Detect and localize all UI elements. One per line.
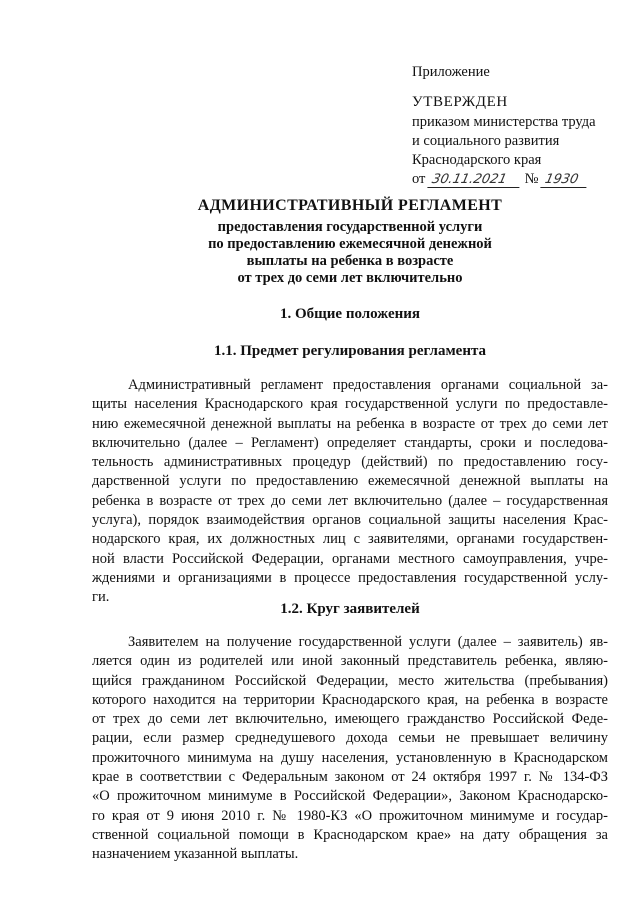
document-subtitle [60,219,640,287]
subtitle-line: выплаты на ребенка в возрасте [246,253,454,269]
paragraph-line: ляется один из родителей или иной законный представитель ребенка, являю- [92,653,608,670]
paragraph-line: включительно (далее – Регламент) определяет стандарты, сроки и последова- [92,434,608,451]
document-title: АДМИНИСТРАТИВНЫЙ РЕГЛАМЕНТ [197,197,503,214]
paragraph-line: которого находится на территории Краснодарского края, на ребенка в возрасте [92,691,608,708]
handwritten-date: 30.11.2021 [427,172,522,188]
paragraph-line: Заявителем на получение государственной услуги (далее – заявитель) яв- [128,634,608,650]
appendix-label: Приложение [412,64,490,80]
number-prefix: № [524,171,539,187]
paragraph-subject [92,376,608,608]
paragraph-line: ребенка в возрасте от трех до семи лет включительно (далее – государственная [92,492,608,509]
paragraph-line: щийся гражданином Российской Федерации, место жительства (пребывания) [92,672,608,689]
approval-line: Краснодарского края [412,152,542,168]
approved-label: УТВЕРЖДЕН [412,94,508,110]
date-prefix: от [412,171,426,187]
paragraph-line: дарственной услуги по предоставлению ежемесячной денежной выплаты на [92,473,608,490]
paragraph-line: «О прожиточном минимуме в Российской Федерации», Законом Краснодарско- [92,788,608,805]
paragraph-line: услуга), порядок взаимодействия органов социальной защиты населения Крас- [92,512,608,529]
paragraph-line: нодарского края, их должностных лиц с заявителями, органами государствен- [92,531,608,548]
paragraph-line: от трех до семи лет включительно, имеющего гражданство Российской Феде- [92,711,608,728]
paragraph-line: прожиточного минимума на душу населения, установленную в Краснодарском [92,749,608,766]
paragraph-line: ждениями и организациями в процессе предоставления государственной услу- [92,569,608,586]
paragraph-line: го края от 9 июня 2010 г. № 1980-КЗ «О прожиточном минимуме и государ- [92,807,608,824]
approval-line: и социального развития [412,133,560,149]
subsection-heading: 1.2. Круг заявителей [280,601,420,617]
handwritten-number: 1930 [540,172,589,188]
paragraph-line: ственной социальной помощи в Краснодарском крае» на дату обращения за [92,826,608,843]
subtitle-line: по предоставлению ежемесячной денежной [208,236,492,252]
subsection-heading: 1.1. Предмет регулирования регламента [213,343,487,359]
subtitle-line: предоставления государственной услуги [217,219,483,235]
paragraph-applicants [92,633,608,865]
paragraph-line: рации, если размер среднедушевого дохода семьи не превышает величину [92,730,608,747]
paragraph-line: щиты населения Краснодарского края государственной услуги по предоставле- [92,396,608,413]
paragraph-line: крае в соответствии с Федеральным законом от 24 октября 1997 г. № 134-ФЗ [92,769,608,786]
paragraph-line: Административный регламент предоставления органами социальной за- [128,377,608,393]
paragraph-line: тельность административных процедур (действий) по предоставлению госу- [92,454,608,471]
paragraph-line: ги. [92,589,110,606]
subtitle-line: от трех до семи лет включительно [237,270,463,286]
paragraph-line: назначением указанной выплаты. [92,846,299,863]
paragraph-line: нию ежемесячной денежной выплаты на ребенка в возрасте от трех до семи лет [92,415,608,432]
approval-line: приказом министерства труда [412,114,596,130]
paragraph-line: ной власти Российской Федерации, органами местного самоуправления, учре- [92,550,608,567]
section-heading: 1. Общие положения [279,306,421,322]
order-date-number [412,170,637,189]
approval-block [412,113,637,189]
